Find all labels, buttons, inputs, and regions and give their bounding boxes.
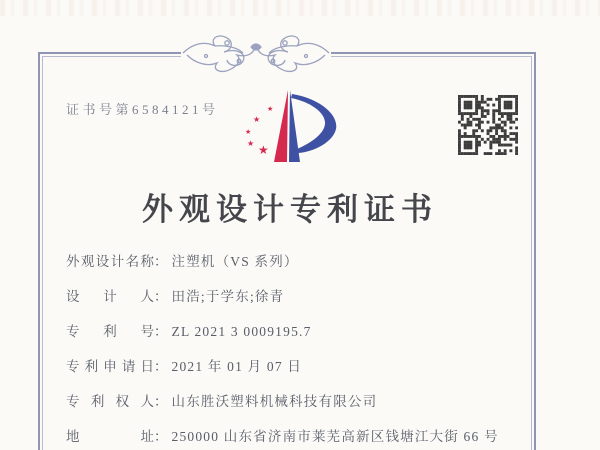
star-icon: ★: [267, 105, 274, 113]
field-value: 2021 年 01 月 07 日: [171, 359, 303, 374]
scroll-flourish-icon: [181, 31, 331, 75]
logo-red-blade: [274, 90, 288, 162]
field-value: 250000 山东省济南市莱芜高新区钱塘江大街 66 号: [171, 429, 499, 444]
field-value: ZL 2021 3 0009195.7: [171, 324, 312, 339]
qr-code: [458, 95, 518, 155]
field-value: 山东胜沃塑料机械科技有限公司: [171, 394, 378, 409]
certificate-title: 外观设计专利证书: [142, 192, 438, 227]
field-colon: ：: [154, 254, 168, 269]
certificate-number: 证书号第6584121号: [66, 102, 219, 117]
field-colon: ：: [154, 429, 168, 444]
field-value: 注塑机（VS 系列）: [171, 254, 299, 269]
field-label: 设计人: [66, 289, 154, 304]
logo-p-curve: [291, 94, 336, 153]
field-label: 外观设计名称: [66, 254, 154, 269]
field-row-design-name: [66, 250, 299, 270]
field-row-filing-date: [66, 355, 302, 375]
field-row-patentee: [66, 390, 377, 410]
field-row-address: [66, 425, 499, 445]
cnipa-patent-logo-icon: [236, 84, 348, 170]
field-value: 田浩;于学东;徐青: [171, 289, 285, 304]
field-label: 地址: [66, 429, 154, 444]
star-icon: ★: [245, 128, 252, 136]
field-colon: ：: [154, 359, 168, 374]
star-icon: ★: [253, 115, 261, 124]
field-label: 专利申请日: [66, 359, 154, 374]
field-label: 专利权人: [66, 394, 154, 409]
field-colon: ：: [154, 289, 168, 304]
field-label: 专利号: [66, 324, 154, 339]
star-icon: ★: [247, 139, 255, 148]
logo-stars: [245, 105, 273, 157]
field-colon: ：: [154, 324, 168, 339]
star-icon: ★: [258, 143, 269, 157]
field-row-designers: [66, 285, 284, 305]
top-decorative-band: [0, 0, 600, 16]
field-colon: ：: [154, 394, 168, 409]
field-row-patent-number: [66, 320, 312, 340]
